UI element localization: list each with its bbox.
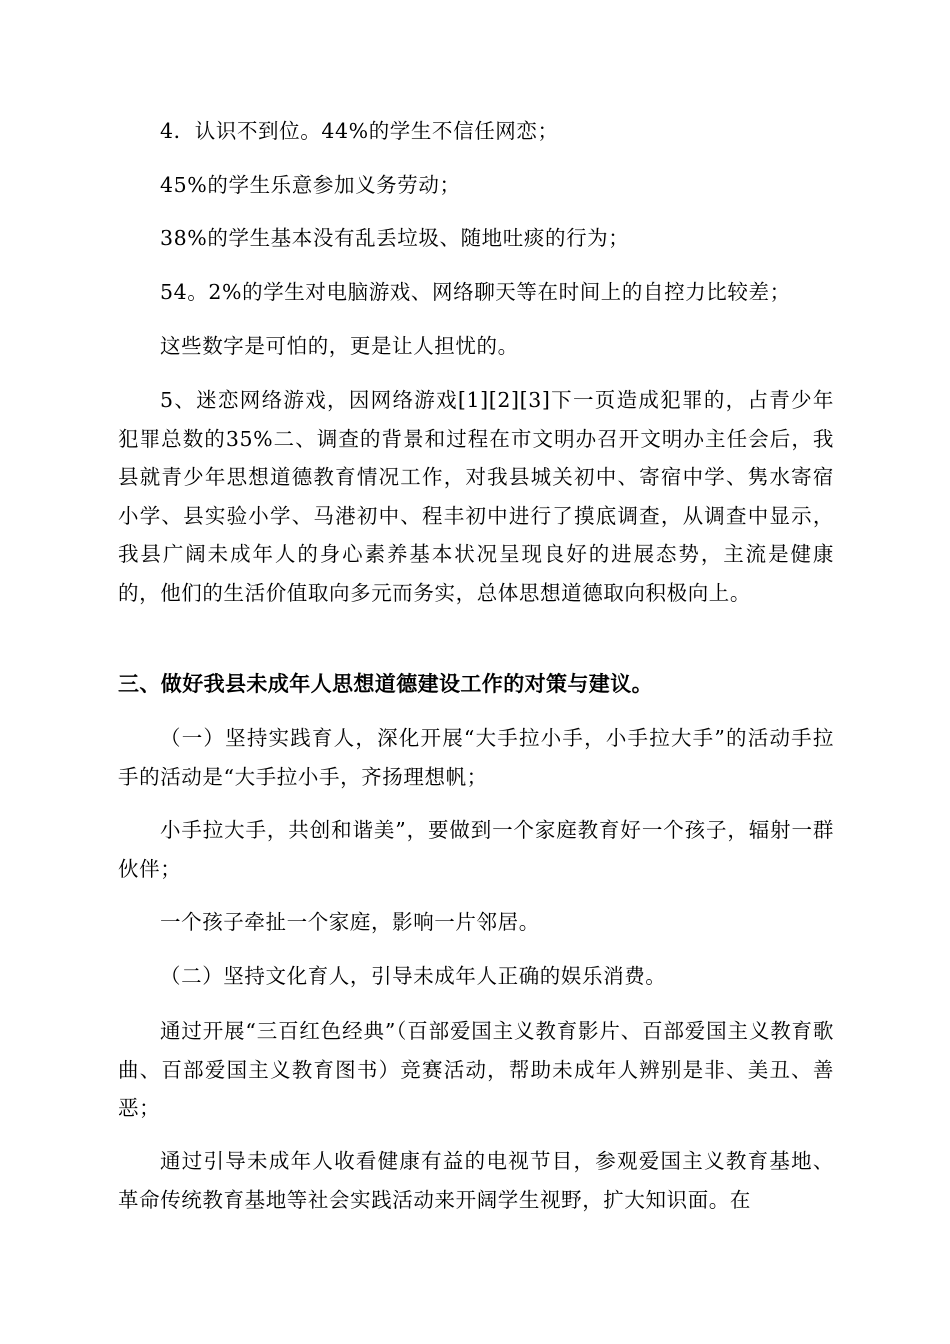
paragraph-7: （一）坚持实践育人，深化开展“大手拉小手，小手拉大手”的活动手拉手的活动是“大手拉小手，齐扬理想帆；	[118, 726, 834, 789]
paragraph-9: 一个孩子牵扯一个家庭，影响一片邻居。	[160, 910, 540, 934]
paragraph-4: 54。2%的学生对电脑游戏、网络聊天等在时间上的自控力比较差；	[160, 280, 791, 304]
paragraph-1: 4．认识不到位。44%的学生不信任网恋；	[160, 119, 559, 143]
paragraph-6: 5、迷恋网络游戏，因网络游戏[1][2][3]下一页造成犯罪的，占青少年犯罪总数的35%二、调查的背景和过程在市文明办召开文明办主任会后，我县就青少年思想道德教育情况工作，对我县城关初中、寄宿中学、隽水寄宿小学、县实验小学、马港初中、程丰初中进行了摸底调查，从调查中显示，我县广阔未成年人的身心素养基本状况呈现良好的进展态势，主流是健康的，他们的生活价值取向多元而务实，总体思想道德取向积极向上。	[118, 388, 834, 605]
paragraph-10: （二）坚持文化育人，引导未成年人正确的娱乐消费。	[160, 964, 667, 988]
paragraph-2: 45%的学生乐意参加义务劳动；	[160, 173, 461, 197]
paragraph-12: 通过引导未成年人收看健康有益的电视节目，参观爱国主义教育基地、革命传统教育基地等社会实践活动来开阔学生视野，扩大知识面。在	[118, 1149, 834, 1212]
paragraph-11: 通过开展“三百红色经典”（百部爱国主义教育影片、百部爱国主义教育歌曲、百部爱国主义教育图书）竞赛活动，帮助未成年人辨别是非、美丑、善恶；	[118, 1019, 834, 1120]
paragraph-8: 小手拉大手，共创和谐美”，要做到一个家庭教育好一个孩子，辐射一群伙伴；	[118, 818, 834, 881]
paragraph-3: 38%的学生基本没有乱丢垃圾、随地吐痰的行为；	[160, 226, 630, 250]
paragraph-5: 这些数字是可怕的，更是让人担忧的。	[160, 334, 519, 358]
section-heading: 三、做好我县未成年人思想道德建设工作的对策与建议。	[118, 672, 653, 696]
